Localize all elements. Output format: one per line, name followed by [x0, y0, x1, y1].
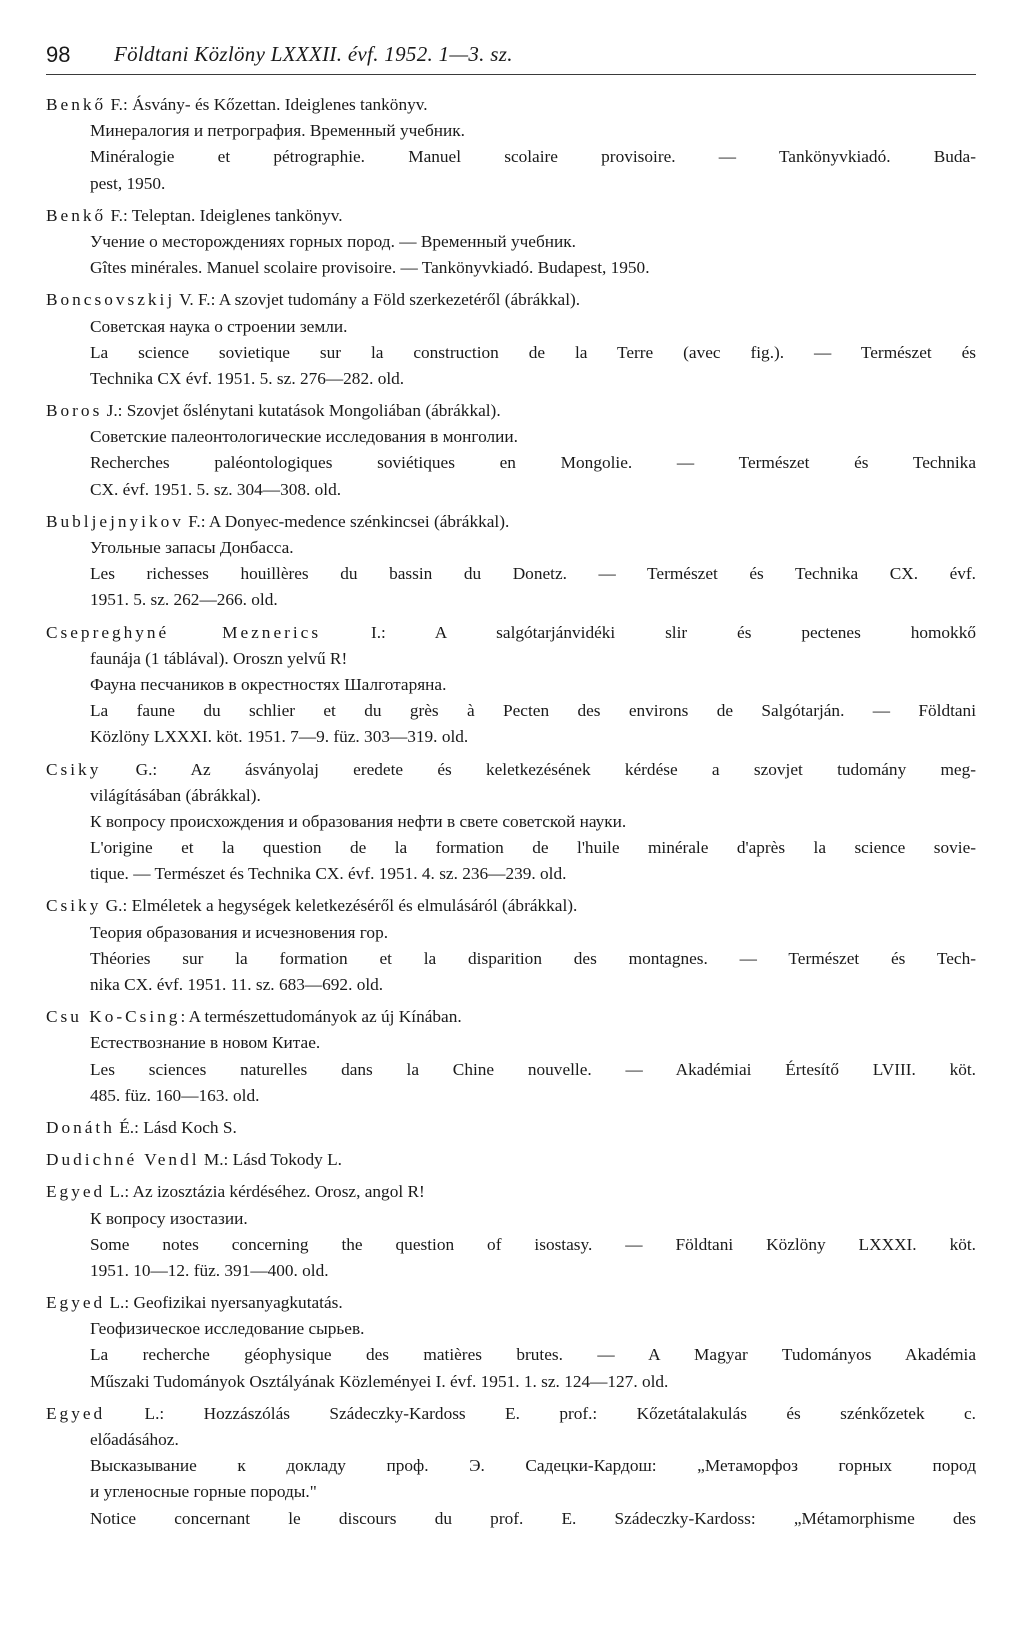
entry-text: Естествознание в новом Китае.	[90, 1033, 321, 1053]
entry-line	[46, 946, 976, 972]
entry-text: Советские палеонтологические исследования в монголии.	[90, 427, 518, 447]
entry-text: L.: Hozzászólás Szádeczky-Kardoss E. prof.: Kőzetátalakulás és szénkőzetek c.	[105, 1403, 976, 1423]
bibliography-entry	[46, 1115, 976, 1141]
entry-line	[46, 229, 976, 255]
entry-author: Bubljejnyikov	[46, 511, 184, 531]
entry-text: Gîtes minérales. Manuel scolaire provisoire. — Tankönyvkiadó. Budapest, 1950.	[90, 258, 650, 278]
entry-heading-line	[46, 620, 976, 646]
entry-author: Boros	[46, 401, 103, 421]
entry-text: Technika CX évf. 1951. 5. sz. 276—282. old.	[90, 368, 405, 388]
entry-line	[46, 171, 976, 197]
entry-text: и угленосные горные породы."	[90, 1482, 317, 1502]
entry-author: Benkő	[46, 205, 107, 225]
entry-text: G.: Az ásványolaj eredete és keletkezésének kérdése a szovjet tudomány meg-	[101, 759, 976, 779]
entry-author: Egyed	[46, 1293, 106, 1313]
entry-line	[46, 587, 976, 613]
entry-text: Minéralogie et pétrographie. Manuel scolaire provisoire. — Tankönyvkiadó. Buda-	[90, 147, 976, 167]
entry-text: Угольные запасы Донбасса.	[90, 538, 294, 557]
entry-text: La science sovietique sur la construction de la Terre (avec fig.). — Természet és	[90, 342, 976, 362]
entry-heading-line	[46, 1004, 976, 1030]
entry-heading-line	[46, 398, 976, 424]
entry-author: Egyed	[46, 1403, 106, 1423]
entry-author: Egyed	[46, 1182, 106, 1202]
entry-line	[46, 783, 976, 809]
entry-author: Csiky	[46, 896, 102, 916]
entry-line	[46, 314, 976, 340]
entry-heading-line	[46, 1115, 976, 1141]
entry-line	[46, 1479, 976, 1505]
bibliography-entry	[46, 398, 976, 503]
entry-text: J.: Szovjet őslénytani kutatások Mongoliában (ábrákkal).	[102, 401, 501, 421]
entry-line	[46, 646, 976, 672]
header-rule	[46, 74, 976, 75]
entry-heading-line	[46, 509, 976, 535]
entry-text: pest, 1950.	[90, 173, 166, 193]
bibliography-entry	[46, 1147, 976, 1173]
entry-text: Фауна песчаников в окрестностях Шалготаряна.	[90, 674, 447, 694]
entry-heading-line	[46, 1401, 976, 1427]
entry-line	[46, 972, 976, 998]
entry-line	[46, 1258, 976, 1284]
entry-line	[46, 561, 976, 587]
entry-text: Théories sur la formation et la disparition des montagnes. — Természet és Tech-	[90, 948, 976, 968]
entry-text: F.: A Donyec-medence szénkincsei (ábrákkal).	[183, 511, 510, 531]
entry-text: V. F.: A szovjet tudomány a Föld szerkezetéről (ábrákkal).	[175, 290, 581, 310]
entry-text: 485. füz. 160—163. old.	[90, 1085, 260, 1105]
entry-line	[46, 477, 976, 503]
entry-line	[46, 724, 976, 750]
entry-text: előadásához.	[90, 1430, 179, 1449]
entry-line	[46, 144, 976, 170]
entry-text: : A természettudományok az új Kínában.	[180, 1007, 462, 1027]
entry-text: Műszaki Tudományok Osztályának Közleményei I. évf. 1951. 1. sz. 124—127. old.	[90, 1371, 669, 1391]
entry-line	[46, 1030, 976, 1056]
entry-author: Donáth	[46, 1117, 115, 1137]
entry-line	[46, 1206, 976, 1232]
entry-text: L.: Geofizikai nyersanyagkutatás.	[105, 1293, 343, 1313]
entry-line	[46, 1427, 976, 1453]
entry-text: Высказывание к докладу проф. Э. Садецки-Кардош: „Метаморфоз горных пород	[90, 1456, 976, 1476]
entry-line	[46, 450, 976, 476]
bibliography-entry	[46, 1401, 976, 1532]
running-header-journal-title: Földtani Közlöny LXXXII. évf. 1952. 1—3. sz.	[114, 42, 513, 66]
entry-line	[46, 424, 976, 450]
entry-line	[46, 1369, 976, 1395]
entry-line	[46, 1506, 976, 1532]
entry-text: Les richesses houillères du bassin du Donetz. — Természet és Technika CX. évf.	[90, 564, 976, 584]
entry-line	[46, 1083, 976, 1109]
entry-heading-line	[46, 92, 976, 118]
entry-line	[46, 920, 976, 946]
entry-text: К вопросу происхождения и образования нефти в свете советской науки.	[90, 811, 627, 831]
entry-heading-line	[46, 1179, 976, 1205]
entry-line	[46, 535, 976, 561]
entry-text: Учение о месторождениях горных пород. — Временный учебник.	[90, 231, 576, 251]
entry-text: Notice concernant le discours du prof. E. Szádeczky-Kardoss: „Métamorphisme des	[90, 1508, 976, 1528]
entry-text: G.: Elméletek a hegységek keletkezéséről és elmulásáról (ábrákkal).	[101, 896, 578, 916]
bibliography-entry	[46, 1004, 976, 1109]
entry-text: Геофизическое исследование сырьев.	[90, 1319, 365, 1339]
entry-author: Boncsovszkij	[46, 290, 176, 310]
entry-text: 1951. 10—12. füz. 391—400. old.	[90, 1260, 329, 1280]
entry-author: Csepreghyné Meznerics	[46, 622, 322, 642]
entry-text: I.: A salgótarjánvidéki slir és pectenes homokkő	[321, 622, 976, 642]
entry-line	[46, 809, 976, 835]
entry-line	[46, 1342, 976, 1368]
entry-text: Some notes concerning the question of isostasy. — Földtani Közlöny LXXXI. köt.	[90, 1234, 976, 1254]
entry-text: F.: Ásvány- és Kőzettan. Ideiglenes tankönyv.	[106, 95, 428, 114]
bibliography-list	[46, 92, 976, 1538]
bibliography-entry	[46, 620, 976, 751]
entry-text: Теория образования и исчезновения гор.	[90, 922, 389, 942]
entry-line	[46, 1453, 976, 1479]
entry-text: La recherche géophysique des matières brutes. — A Magyar Tudományos Akadémia	[90, 1345, 976, 1365]
entry-text: faunája (1 táblával). Oroszn yelvű R!	[90, 648, 348, 668]
entry-text: L'origine et la question de la formation de l'huile minérale d'après la science sovie-	[90, 838, 976, 858]
entry-line	[46, 340, 976, 366]
entry-text: Минералогия и петрография. Временный учебник.	[90, 121, 465, 141]
entry-text: CX. évf. 1951. 5. sz. 304—308. old.	[90, 479, 342, 499]
entry-line	[46, 698, 976, 724]
entry-heading-line	[46, 1147, 976, 1173]
entry-text: 1951. 5. sz. 262—266. old.	[90, 590, 278, 610]
entry-heading-line	[46, 1290, 976, 1316]
entry-text: tique. — Természet és Technika CX. évf. 1951. 4. sz. 236—239. old.	[90, 864, 567, 884]
page-number: 98	[46, 42, 71, 67]
entry-line	[46, 118, 976, 144]
bibliography-entry	[46, 1290, 976, 1395]
entry-text: nika CX. évf. 1951. 11. sz. 683—692. old.	[90, 975, 384, 994]
entry-text: Les sciences naturelles dans la Chine nouvelle. — Akadémiai Értesítő LVIII. köt.	[90, 1059, 976, 1079]
entry-line	[46, 861, 976, 887]
entry-heading-line	[46, 757, 976, 783]
entry-line	[46, 672, 976, 698]
entry-heading-line	[46, 287, 976, 313]
entry-line	[46, 1316, 976, 1342]
entry-text: L.: Az izosztázia kérdéséhez. Orosz, angol R!	[105, 1182, 425, 1202]
entry-text: La faune du schlier et du grès à Pecten des environs de Salgótarján. — Földtani	[90, 701, 976, 721]
bibliography-entry	[46, 893, 976, 998]
entry-line	[46, 1232, 976, 1258]
entry-text: Recherches paléontologiques soviétiques en Mongolie. — Természet és Technika	[90, 453, 976, 473]
entry-line	[46, 835, 976, 861]
entry-author: Csiky	[46, 759, 102, 779]
entry-text: É.: Lásd Koch S.	[114, 1117, 237, 1137]
entry-line	[46, 1057, 976, 1083]
entry-text: Советская наука о строении земли.	[90, 316, 348, 336]
bibliography-entry	[46, 92, 976, 197]
entry-author: Dudichné Vendl	[46, 1150, 200, 1170]
entry-heading-line	[46, 893, 976, 919]
bibliography-entry	[46, 509, 976, 614]
entry-text: К вопросу изостазии.	[90, 1208, 248, 1228]
bibliography-entry	[46, 287, 976, 392]
entry-text: F.: Teleptan. Ideiglenes tankönyv.	[106, 205, 343, 225]
entry-line	[46, 366, 976, 392]
bibliography-entry	[46, 757, 976, 888]
entry-text: Közlöny LXXXI. köt. 1951. 7—9. füz. 303—319. old.	[90, 727, 469, 747]
entry-text: M.: Lásd Tokody L.	[199, 1150, 342, 1170]
entry-line	[46, 255, 976, 281]
bibliography-entry	[46, 203, 976, 282]
bibliography-entry	[46, 1179, 976, 1284]
entry-author: Benkő	[46, 95, 107, 114]
entry-heading-line	[46, 203, 976, 229]
entry-author: Csu Ko-Csing	[46, 1007, 181, 1027]
entry-text: világításában (ábrákkal).	[90, 785, 261, 805]
